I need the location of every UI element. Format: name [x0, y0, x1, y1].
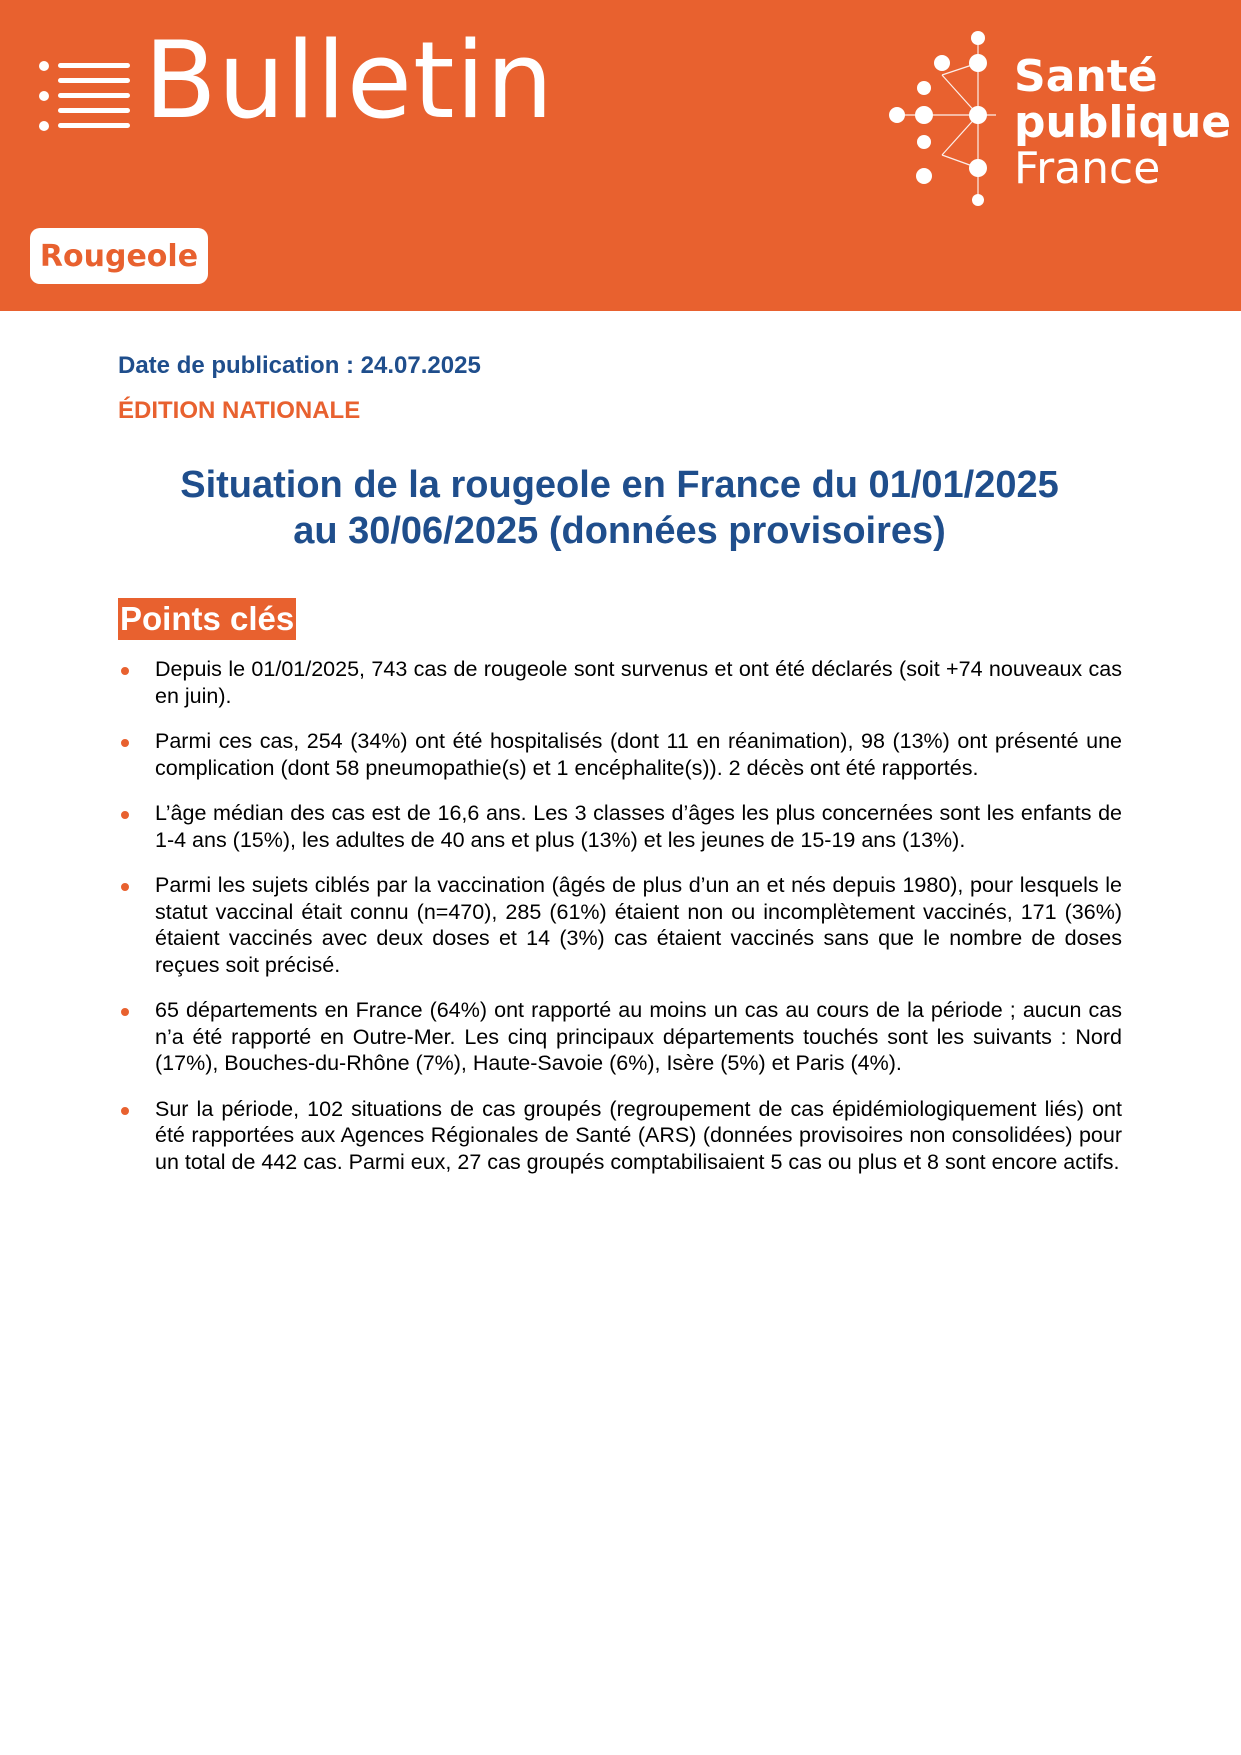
header-banner: [0, 0, 1241, 311]
bullet-icon: [121, 883, 129, 891]
topic-tag: Rougeole: [30, 228, 208, 284]
logo-line-publique: publique: [1014, 97, 1232, 149]
bullet-icon: [121, 667, 129, 675]
bullet-icon: [121, 811, 129, 819]
key-point-item: [118, 997, 1122, 1077]
document-title-line2: au 30/06/2025 (données provisoires): [293, 510, 946, 552]
publication-date: Date de publication : 24.07.2025: [118, 352, 481, 379]
bulletin-title: Bulletin: [144, 19, 555, 142]
key-point-text: Parmi ces cas, 254 (34%) ont été hospitalisés (dont 11 en réanimation), 98 (13%) ont présenté une complication (dont 58 pneumopathie(s) et 1 encéphalite(s)). 2 décès ont été rapportés.: [155, 729, 1122, 780]
key-point-text: Depuis le 01/01/2025, 743 cas de rougeole sont survenus et ont été déclarés (soit +74 nouveaux cas en juin).: [155, 657, 1122, 708]
logo-line-france: France: [1014, 143, 1161, 195]
bullet-icon: [121, 1008, 129, 1016]
bullet-icon: [121, 1107, 129, 1115]
sante-publique-logo-text: [1014, 51, 1232, 195]
key-point-text: L’âge médian des cas est de 16,6 ans. Les 3 classes d’âges les plus concernées sont les enfants de 1-4 ans (15%), les adultes de 40 ans et plus (13%) et les jeunes de 15-19 ans (13%).: [155, 801, 1122, 852]
edition-label: ÉDITION NATIONALE: [118, 397, 361, 424]
key-point-item: [118, 800, 1122, 853]
document-title-line1: Situation de la rougeole en France du 01/01/2025: [180, 464, 1059, 506]
key-points-list: [118, 656, 1122, 1194]
key-point-text: Sur la période, 102 situations de cas groupés (regroupement de cas épidémiologiquement liés) ont été rapportées aux Agences Régionales de Santé (ARS) (données provisoires non consolidées) pour un total de 442 cas. Parmi eux, 27 cas groupés comptabilisaient 5 cas ou plus et 8 sont encore actifs.: [155, 1096, 1122, 1174]
key-point-text: Parmi les sujets ciblés par la vaccination (âgés de plus d’un an et nés depuis 1980), pour lesquels le statut vaccinal était connu (n=470), 285 (61%) étaient non ou incomplètement vaccinés, 171 (36%) étaient vaccinés avec deux doses et 14 (3%) cas étaient vaccinés sans que le nombre de doses reçues soit précisé.: [155, 873, 1122, 977]
key-point-item: [118, 656, 1122, 709]
key-point-item: [118, 728, 1122, 781]
bullet-icon: [121, 739, 129, 747]
section-heading-key-points: Points clés: [118, 598, 296, 640]
list-icon: [38, 58, 130, 134]
logo-line-sante: Santé: [1014, 51, 1158, 102]
document-title: [118, 462, 1121, 554]
key-point-item: [118, 872, 1122, 978]
key-point-item: [118, 1096, 1122, 1176]
sante-publique-logo-icon: [884, 28, 996, 210]
key-point-text: 65 départements en France (64%) ont rapporté au moins un cas au cours de la période ; aucun cas n’a été rapporté en Outre-Mer. Les cinq principaux départements touchés sont les suivants : Nord (17%), Bouches-du-Rhône (7%), Haute-Savoie (6%), Isère (5%) et Paris (4%).: [155, 998, 1122, 1075]
